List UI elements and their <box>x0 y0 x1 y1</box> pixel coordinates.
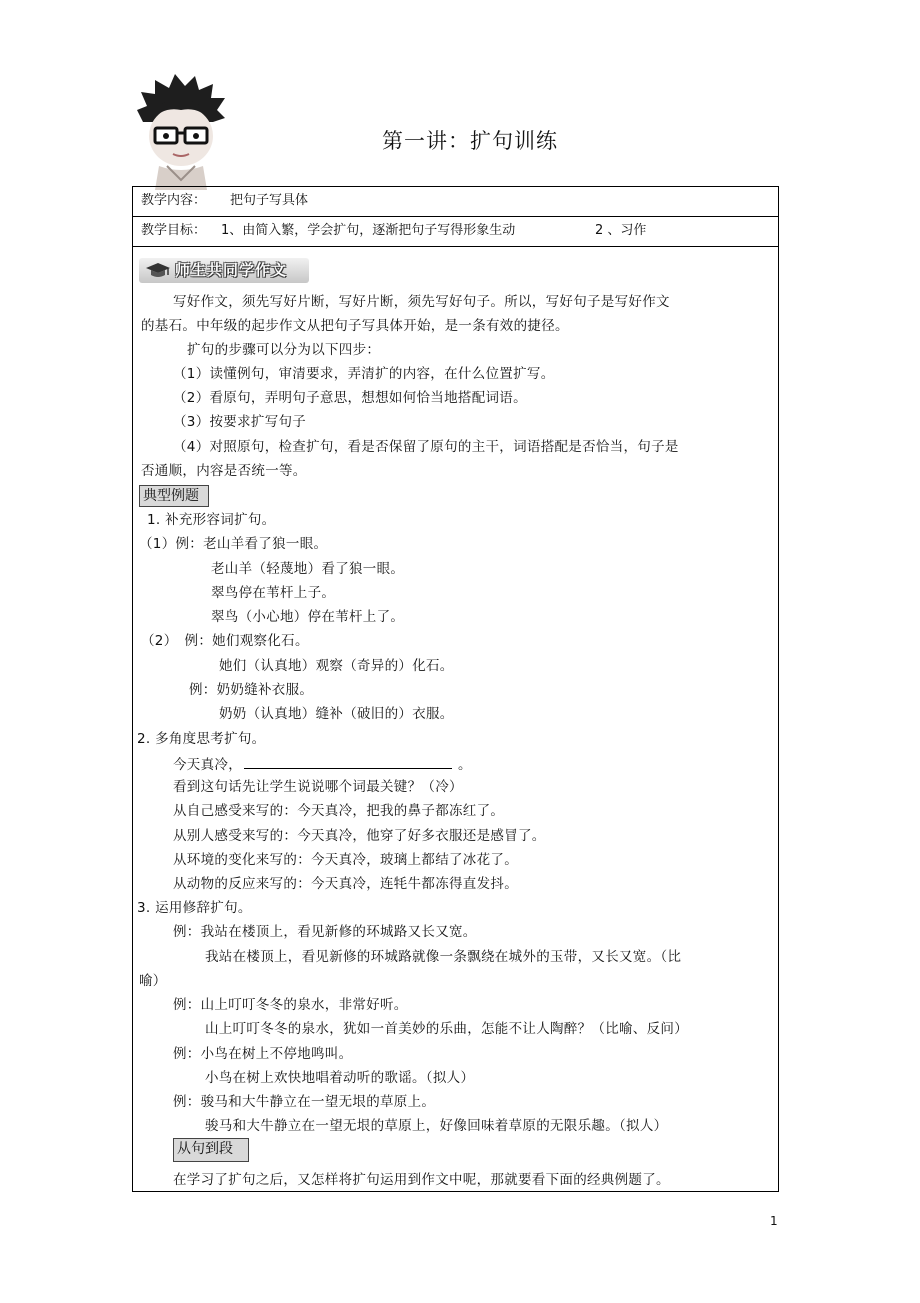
example-line: 翠鸟停在苇杆上子。 <box>211 585 336 601</box>
step-item: （3）按要求扩写句子 <box>173 414 307 430</box>
page-number: 1 <box>770 1214 778 1228</box>
example-line: 从环境的变化来写的：今天真冷，玻璃上都结了冰花了。 <box>173 852 518 868</box>
section-tag-paragraph: 从句到段 <box>173 1138 249 1162</box>
teaching-content-value: 把句子写具体 <box>230 193 309 208</box>
banner-text: 师生共同学作文 <box>175 261 288 279</box>
teaching-goal-1: 1、由简入繁，学会扩句，逐渐把句子写得形象生动 <box>221 223 516 238</box>
example-line: 从动物的反应来写的：今天真冷，连牦牛都冻得直发抖。 <box>173 876 518 892</box>
example-line: 看到这句话先让学生说说哪个词最关键？（冷） <box>173 779 463 795</box>
example-line-continued: 喻） <box>139 973 167 989</box>
teaching-content-row <box>133 187 778 217</box>
step-item: （2）看原句，弄明句子意思，想想如何恰当地搭配词语。 <box>173 390 527 406</box>
example-line: 我站在楼顶上，看见新修的环城路就像一条飘绕在城外的玉带，又长又宽。（比 <box>205 949 682 965</box>
example-line: 从别人感受来写的：今天真冷，他穿了好多衣服还是感冒了。 <box>173 828 546 844</box>
example-line: （1）例：老山羊看了狼一眼。 <box>139 536 328 552</box>
example-line: 例：我站在楼顶上，看见新修的环城路又长又宽。 <box>173 924 477 940</box>
example-line: 例：小鸟在树上不停地鸣叫。 <box>173 1046 353 1062</box>
step-item-continued: 否通顺，内容是否统一等。 <box>141 463 307 479</box>
steps-intro: 扩句的步骤可以分为以下四步： <box>187 342 381 358</box>
example-line: 老山羊（轻蔑地）看了狼一眼。 <box>211 561 405 577</box>
example-line: 从自己感受来写的：今天真冷，把我的鼻子都冻红了。 <box>173 803 505 819</box>
lesson-table <box>132 186 779 1192</box>
example-line: 例：山上叮叮冬冬的泉水，非常好听。 <box>173 997 408 1013</box>
example-line: （2） 例：她们观察化石。 <box>141 633 309 649</box>
intro-paragraph-line: 写好作文，须先写好片断，写好片断，须先写好句子。所以，写好句子是写好作文 <box>173 294 670 310</box>
fill-in-blank-line <box>173 754 472 774</box>
section-heading: 1. 补充形容词扩句。 <box>147 512 276 528</box>
page-title: 第一讲：扩句训练 <box>382 129 558 153</box>
section-banner <box>139 258 309 283</box>
example-line: 翠鸟（小心地）停在苇杆上了。 <box>211 609 405 625</box>
example-line: 例：奶奶缝补衣服。 <box>189 682 314 698</box>
section-heading: 3. 运用修辞扩句。 <box>137 900 252 916</box>
blank-prefix: 今天真冷， <box>173 757 242 773</box>
graduation-cap-icon <box>145 262 171 280</box>
step-item: （1）读懂例句，审清要求，弄清扩的内容，在什么位置扩写。 <box>173 366 555 382</box>
example-line: 她们（认真地）观察（奇异的）化石。 <box>219 658 454 674</box>
teaching-content-label: 教学内容： <box>141 193 207 208</box>
blank-underline <box>244 754 452 769</box>
paragraph-intro-line: 在学习了扩句之后，又怎样将扩句运用到作文中呢，那就要看下面的经典例题了。 <box>173 1172 670 1188</box>
example-line: 骏马和大牛静立在一望无垠的草原上，好像回味着草原的无限乐趣。（拟人） <box>205 1118 668 1134</box>
example-line: 山上叮叮冬冬的泉水，犹如一首美妙的乐曲，怎能不让人陶醉？（比喻、反问） <box>205 1021 688 1037</box>
teaching-goal-2: 2 、习作 <box>595 223 647 238</box>
example-line: 奶奶（认真地）缝补（破旧的）衣服。 <box>219 706 454 722</box>
example-line: 例：骏马和大牛静立在一望无垠的草原上。 <box>173 1094 436 1110</box>
blank-suffix: 。 <box>458 757 472 773</box>
section-heading: 2. 多角度思考扩句。 <box>137 731 266 747</box>
example-line: 小鸟在树上欢快地唱着动听的歌谣。（拟人） <box>205 1070 475 1086</box>
teaching-goal-row <box>133 217 778 247</box>
teaching-goal-label: 教学目标： <box>141 223 207 238</box>
section-tag-examples: 典型例题 <box>139 485 209 507</box>
step-item: （4）对照原句，检查扩句，看是否保留了原句的主干，词语搭配是否恰当，句子是 <box>173 439 679 455</box>
intro-paragraph-line: 的基石。中年级的起步作文从把句子写具体开始，是一条有效的捷径。 <box>141 318 569 334</box>
